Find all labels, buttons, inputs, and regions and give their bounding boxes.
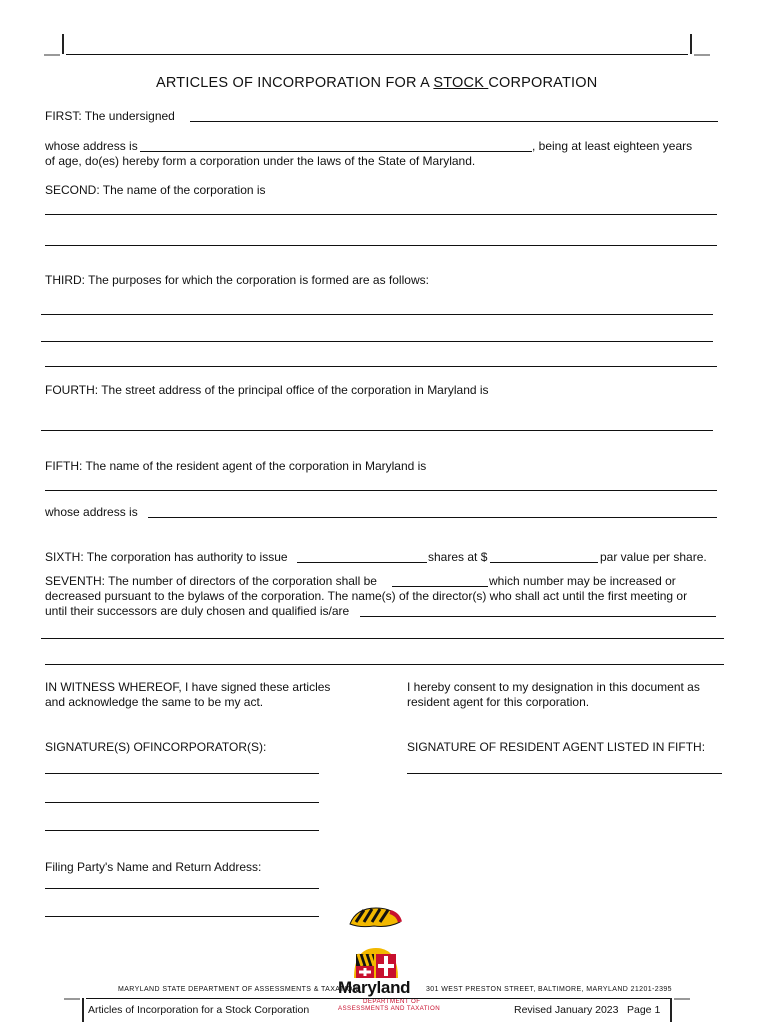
second-label: SECOND: The name of the corporation is	[45, 183, 266, 197]
crop-mark-bottom-left-h	[64, 998, 80, 1000]
first-tail: , being at least eighteen years	[532, 139, 693, 153]
resident-agent-address-field[interactable]	[148, 517, 717, 518]
corp-name-field-2[interactable]	[45, 245, 717, 246]
purpose-field-1[interactable]	[41, 314, 713, 315]
incorporator-signature-1[interactable]	[45, 773, 319, 774]
principal-office-field[interactable]	[41, 430, 713, 431]
sixth-shares-label: shares at $	[428, 550, 488, 564]
footer-page: Page 1	[627, 1004, 661, 1016]
logo-wordmark: Maryland	[338, 978, 411, 997]
directors-field-1[interactable]	[360, 616, 716, 617]
first-line2: of age, do(es) hereby form a corporation under the laws of the State of Maryland.	[45, 154, 476, 168]
seventh-line1a: SEVENTH: The number of directors of the corporation shall be	[45, 574, 377, 588]
title-suffix: CORPORATION	[488, 75, 598, 91]
maryland-flag-logo	[352, 946, 400, 980]
consent-line1: I hereby consent to my designation in this document as	[407, 680, 700, 694]
incorporator-signature-2[interactable]	[45, 802, 319, 803]
crop-mark-top-left-v	[62, 34, 64, 54]
first-incorporator-field[interactable]	[190, 121, 718, 122]
sig-incorporators-label: SIGNATURE(S) OFINCORPORATOR(S):	[45, 740, 267, 754]
seventh-line1b: which number may be increased or	[489, 574, 676, 588]
first-address-field[interactable]	[140, 151, 532, 152]
sixth-label: SIXTH: The corporation has authority to issue	[45, 550, 288, 564]
fifth-label: FIFTH: The name of the resident agent of the corporation in Maryland is	[45, 459, 427, 473]
crop-mark-top-right-h	[694, 54, 710, 56]
filing-party-field-2[interactable]	[45, 916, 319, 917]
department-address: 301 WEST PRESTON STREET, BALTIMORE, MARYLAND 21201-2395	[426, 986, 672, 993]
first-label: FIRST: The undersigned	[45, 109, 175, 123]
fifth-address-label: whose address is	[45, 505, 138, 519]
corp-name-field-1[interactable]	[45, 214, 717, 215]
witness-line1: IN WITNESS WHEREOF, I have signed these articles	[45, 680, 331, 694]
fourth-label: FOURTH: The street address of the principal office of the corporation in Maryland is	[45, 383, 489, 397]
title-prefix: ARTICLES OF INCORPORATION FOR A	[156, 75, 434, 91]
third-label: THIRD: The purposes for which the corporation is formed are as follows:	[45, 273, 429, 287]
page-title	[156, 75, 597, 91]
shares-count-field[interactable]	[297, 562, 427, 563]
purpose-field-3[interactable]	[45, 366, 717, 367]
incorporator-signature-3[interactable]	[45, 830, 319, 831]
crop-mark-bottom-right-h	[674, 998, 690, 1000]
sixth-par-label: par value per share.	[600, 550, 707, 564]
footer-rule	[86, 998, 670, 999]
directors-field-2[interactable]	[41, 638, 724, 639]
crop-mark-bottom-right-v	[670, 998, 672, 1022]
crop-mark-top-left-h	[44, 54, 60, 56]
logo-sub-2: ASSESSMENTS AND TAXATION	[338, 1005, 441, 1012]
consent-line2: resident agent for this corporation.	[407, 695, 590, 709]
top-rule	[66, 54, 688, 55]
par-value-field[interactable]	[490, 562, 598, 563]
seventh-line3: until their successors are duly chosen and qualified is/are	[45, 604, 350, 618]
director-count-field[interactable]	[392, 586, 488, 587]
resident-agent-name-field[interactable]	[45, 490, 717, 491]
purpose-field-2[interactable]	[41, 341, 713, 342]
department-name: MARYLAND STATE DEPARTMENT OF ASSESSMENTS & TAXATION	[118, 986, 359, 993]
crop-mark-bottom-left-v	[82, 998, 84, 1022]
footer-revised: Revised January 2023	[514, 1004, 619, 1016]
crop-mark-top-right-v	[690, 34, 692, 54]
directors-field-3[interactable]	[45, 664, 724, 665]
witness-line2: and acknowledge the same to be my act.	[45, 695, 264, 709]
maryland-seal-icon	[346, 904, 404, 930]
sig-agent-label: SIGNATURE OF RESIDENT AGENT LISTED IN FIFTH:	[407, 740, 706, 754]
footer-doc-name: Articles of Incorporation for a Stock Corporation	[88, 1004, 310, 1016]
agent-signature[interactable]	[407, 773, 722, 774]
logo-sub-1: DEPARTMENT OF	[363, 998, 421, 1005]
filing-party-field-1[interactable]	[45, 888, 319, 889]
seventh-line2: decreased pursuant to the bylaws of the corporation. The name(s) of the director(s) who shall act until the first meeting or	[45, 589, 688, 603]
title-stock: STOCK	[433, 75, 489, 91]
first-address-label: whose address is	[45, 139, 138, 153]
filing-party-label: Filing Party's Name and Return Address:	[45, 860, 262, 874]
